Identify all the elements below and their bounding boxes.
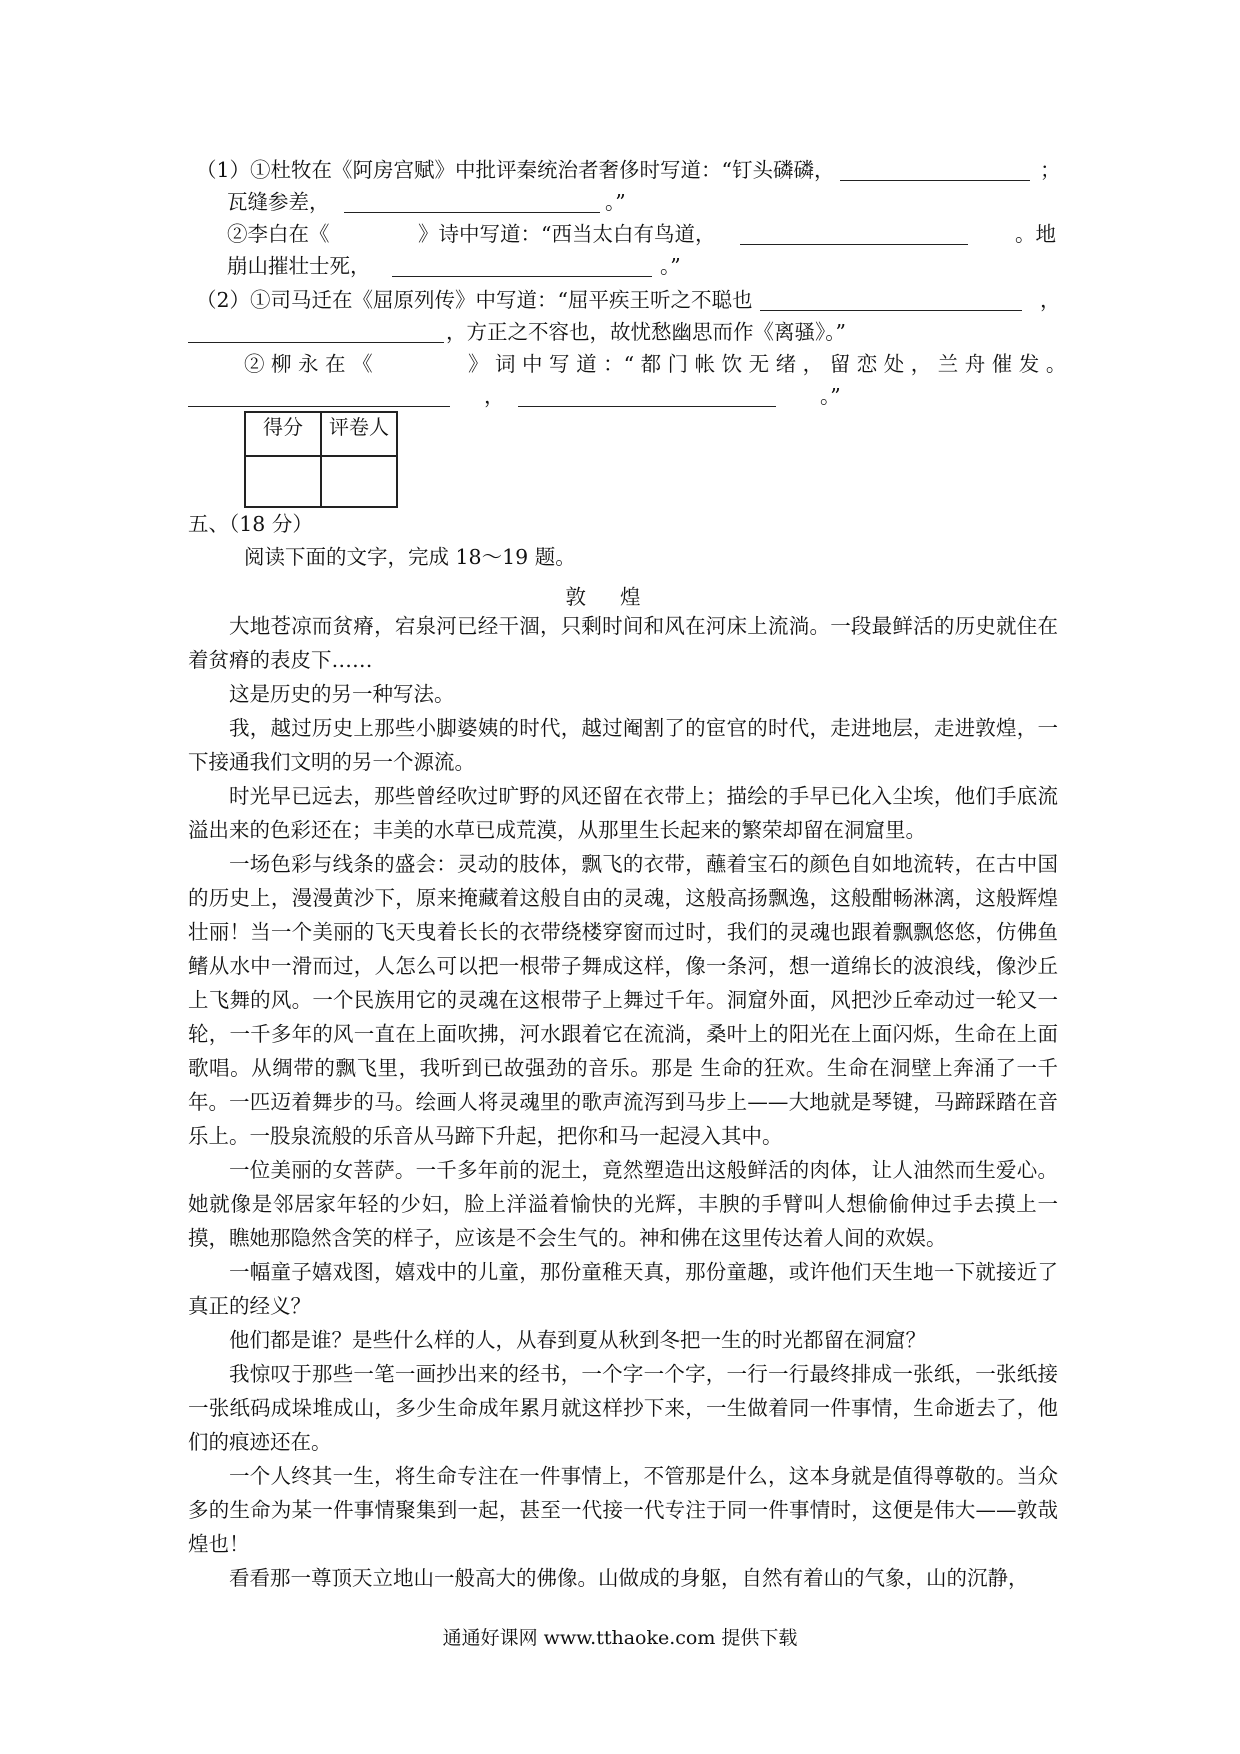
blank-q2-b-2[interactable]: [518, 406, 776, 407]
blank-q2-a-2[interactable]: [188, 342, 444, 343]
q1-a-line2: 瓦缝参差，: [227, 190, 330, 214]
paragraph: 这是历史的另一种写法。: [229, 682, 455, 706]
paragraph: 他们都是谁？是些什么样的人，从春到夏从秋到冬把一生的时光都留在洞窟？: [229, 1328, 926, 1352]
section-heading: 五、（18 分）: [188, 512, 313, 536]
q1-b-line2: 崩山摧壮士死，: [227, 254, 371, 278]
q2-a-comma: ，: [1040, 288, 1061, 312]
paragraph: 我，越过历史上那些小脚婆姨的时代，越过阉割了的宦官的时代，走进地层，走进敦煌，一下接通我们文明的另一个源流。: [188, 716, 1058, 774]
q2-a-line2: ，方正之不容也，故忧愁幽思而作《离骚》。”: [446, 320, 846, 344]
blank-q1-b-2[interactable]: [392, 276, 652, 277]
blank-q1-a-2[interactable]: [344, 212, 600, 213]
blank-q2-a-1[interactable]: [760, 310, 1022, 311]
q2-a-line1: （2）①司马迁在《屈原列传》中写道：“屈平疾王听之不聪也: [196, 288, 753, 312]
page-footer: 通通好课网 www.tthaoke.com 提供下载: [442, 1627, 798, 1649]
score-table: [244, 411, 398, 508]
q2-b-line2-end: 。”: [820, 384, 841, 408]
blank-q2-b-1[interactable]: [188, 406, 450, 407]
paragraph: 我惊叹于那些一笔一画抄出来的经书，一个字一个字，一行一行最终排成一张纸，一张纸接一张纸码成垛堆成山，多少生命成年累月就这样抄下来，一生做着同一件事情，生命逝去了，他们的痕迹还在。: [188, 1362, 1058, 1454]
q1-a-line1: （1）①杜牧在《阿房宫赋》中批评秦统治者奢侈时写道：“钉头磷磷，: [196, 158, 835, 182]
paragraph: 一位美丽的女菩萨。一千多年前的泥土，竟然塑造出这般鲜活的肉体，让人油然而生爱心。她就像是邻居家年轻的少妇，脸上洋溢着愉快的光辉，丰腴的手臂叫人想偷偷伸过手去摸上一摸，瞧她那隐然含笑的样子，应该是不会生气的。神和佛在这里传达着人间的欢娱。: [188, 1158, 1058, 1250]
q1-b-line2-end: 。”: [660, 254, 681, 278]
paragraph: 一匹迈着舞步的马。绘画人将灵魂里的歌声流泻到马步上——大地就是琴键，马蹄踩踏在音乐上。一股泉流般的乐音从马蹄下升起，把你和马一起浸入其中。: [188, 1090, 1058, 1148]
paragraph: 看看那一尊顶天立地山一般高大的佛像。山做成的身躯，自然有着山的气象，山的沉静，: [229, 1566, 1029, 1590]
paragraph: 时光早已远去，那些曾经吹过旷野的风还留在衣带上；描绘的手早已化入尘埃，他们手底流溢出来的色彩还在；丰美的水草已成荒漠，从那里生长起来的繁荣却留在洞窟里。: [188, 784, 1058, 842]
score-cell[interactable]: [245, 456, 321, 507]
blank-q1-b-1[interactable]: [740, 244, 968, 245]
q1-a-line2-end: 。”: [605, 190, 626, 214]
reading-instruction: 阅读下面的文字，完成 18～19 题。: [244, 545, 576, 569]
article-title: 敦煌: [565, 585, 675, 609]
grader-cell[interactable]: [321, 456, 397, 507]
q1-a-semicolon: ；: [1040, 158, 1061, 182]
q2-b-line1-mid: 》 词 中 写 道 ：“ 都 门 帐 饮 无 绪 ， 留 恋 处 ， 兰 舟 催 发 。: [468, 352, 1067, 376]
q1-b-line1: ②李白在《: [227, 222, 330, 246]
paragraph: 一幅童子嬉戏图，嬉戏中的儿童，那份童稚天真，那份童趣，或许他们天生地一下就接近了真正的经义？: [188, 1260, 1058, 1318]
grader-header: 评卷人: [321, 412, 397, 456]
q2-b-line1: ② 柳 永 在 《: [244, 352, 373, 376]
q1-b-line1-end: 。地: [1015, 222, 1056, 246]
blank-q1-a-1[interactable]: [840, 180, 1030, 181]
paragraph: 大地苍凉而贫瘠，宕泉河已经干涸，只剩时间和风在河床上流淌。一段最鲜活的历史就住在着贫瘠的表皮下……: [188, 614, 1058, 672]
score-header: 得分: [245, 412, 321, 456]
q2-b-line2-comma: ，: [484, 384, 505, 408]
paragraph: 一个人终其一生，将生命专注在一件事情上，不管那是什么，这本身就是值得尊敬的。当众多的生命为某一件事情聚集到一起，甚至一代接一代专注于同一件事情时，这便是伟大——敦哉煌也！: [188, 1464, 1058, 1556]
q1-b-line1-mid: 》诗中写道：“西当太白有鸟道，: [418, 222, 716, 246]
paragraph: 一场色彩与线条的盛会：灵动的肢体，飘飞的衣带，蘸着宝石的颜色自如地流转，在古中国的历史上，漫漫黄沙下，原来掩藏着这般自由的灵魂，这般高扬飘逸，这般酣畅淋漓，这般辉煌壮丽！当一个美丽的飞天曳着长长的衣带绕楼穿窗而过时，我们的灵魂也跟着飘飘悠悠，仿佛鱼鳍从水中一滑而过，人怎么可以把一根带子舞成这样，像一条河，想一道绵长的波浪线，像沙丘上飞舞的风。一个民族用它的灵魂在这根带子上舞过千年。洞窟外面，风把沙丘牵动过一轮又一轮，一千多年的风一直在上面吹拂，河水跟着它在流淌，桑叶上的阳光在上面闪烁，生命在上面歌唱。从绸带的飘飞里，我听到已故强劲的音乐。那是 生命的狂欢。生命在洞壁上奔涌了一千年。: [188, 852, 1058, 1114]
